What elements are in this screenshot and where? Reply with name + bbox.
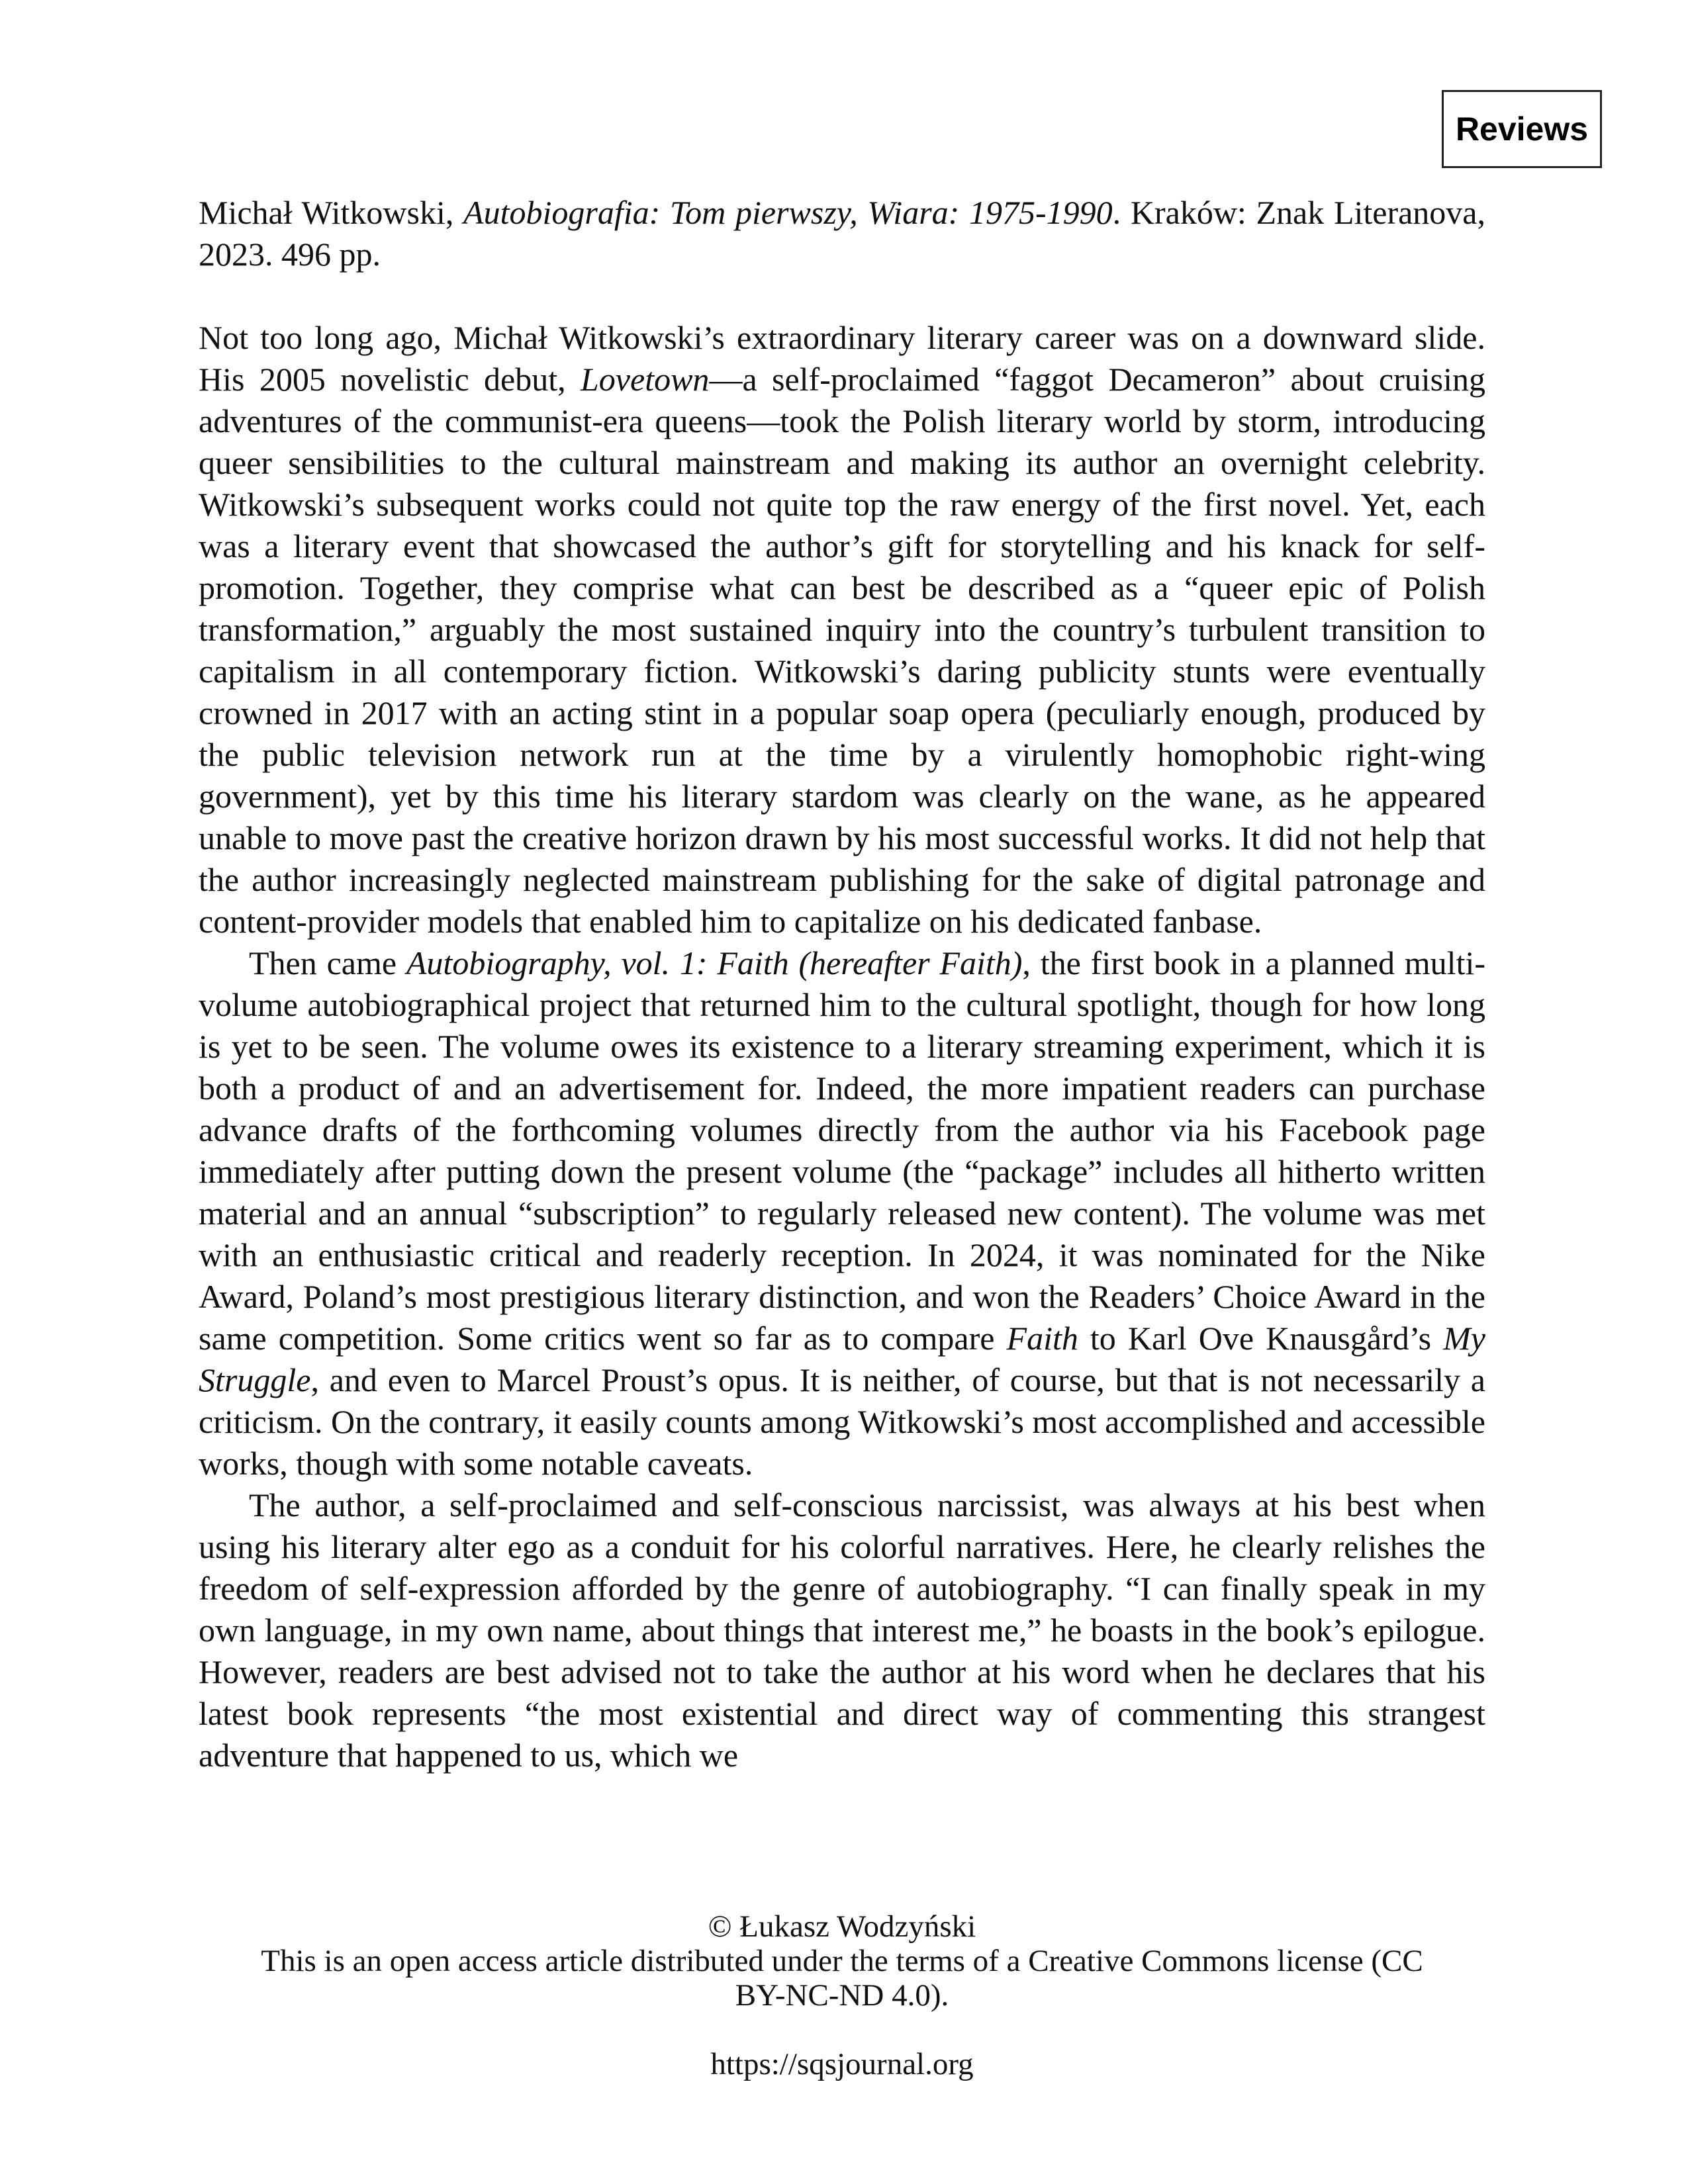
text-segment: , the first book in a planned multi-volume autobiographical project that returned him to the cultural spotlight, though for how long is yet to be seen. The volume owes its existence to a literary streaming experiment, which it is both a product of and an advertisement for. Indeed, the more impatient readers can purchase advance drafts of the forthcoming volumes directly from the author via his Facebook page immediately after putting down the present volume (the “package” includes all hitherto written material and an annual “subscription” to regularly released new content). The volume was met with an enthusiastic critical and readerly reception. In 2024, it was nominated for the Nike Award, Poland’s most prestigious literary distinction, and won the Readers’ Choice Award in the same competition. Some critics went so far as to compare [199, 944, 1486, 1357]
text-segment: —a self-proclaimed “faggot Decameron” about cruising adventures of the communist-era queens—took the Polish literary world by storm, introducing queer sensibilities to the cultural mainstream and making its author an overnight celebrity. Witkowski’s subsequent works could not quite top the raw energy of the first novel. Yet, each was a literary event that showcased the author’s gift for storytelling and his knack for self-promotion. Together, they comprise what can best be described as a “queer epic of Polish transformation,” arguably the most sustained inquiry into the country’s turbulent transition to capitalism in all contemporary fiction. Witkowski’s daring publicity stunts were eventually crowned in 2017 with an acting stint in a popular soap opera (peculiarly enough, produced by the public television network run at the time by a virulently homophobic right-wing government), yet by this time his literary stardom was clearly on the wane, as he appeared unable to move past the creative horizon drawn by his most successful works. It did not help that the author increasingly neglected mainstream publishing for the sake of digital patronage and content-provider models that enabled him to capitalize on his dedicated fanbase. [199, 361, 1486, 940]
text-segment: to Karl Ove Knausgård’s [1078, 1320, 1444, 1357]
paragraph-1 [199, 317, 1485, 942]
text-segment: , and even to Marcel Proust’s opus. It is neither, of course, but that is not necessarily a criticism. On the contrary, it easily counts among Witkowski’s most accomplished and accessible works, though with some notable caveats. [199, 1361, 1485, 1482]
citation-author: Michał Witkowski, [199, 194, 464, 231]
book-title-my-struggle: My Struggle [199, 1320, 1485, 1398]
book-citation [199, 192, 1485, 275]
text-segment: The author, a self-proclaimed and self-conscious narcissist, was always at his best when using his literary alter ego as a conduit for his colorful narratives. Here, he clearly relishes the freedom of self-expression afforded by the genre of autobiography. “I can finally speak in my own language, in my own name, about things that interest me,” he boasts in the book’s epilogue. However, readers are best advised not to take the author at his word when he declares that his latest book represents “the most existential and direct way of commenting this strangest adventure that happened to us, which we [199, 1486, 1485, 1774]
text-segment: Then came [249, 944, 406, 981]
copyright-notice: © Łukasz Wodzyński [708, 1909, 976, 1944]
citation-publication: . Kraków: Znak Literanova, 2023. 496 pp. [199, 194, 1485, 273]
license-line-1: This is an open access article distributed under the terms of a Creative Commons license (CC [261, 1944, 1423, 1978]
journal-url-link[interactable]: https://sqsjournal.org [710, 2047, 974, 2081]
section-label-badge [1442, 90, 1602, 168]
book-title-lovetown: Lovetown [581, 361, 710, 398]
text-segment: Not too long ago, Michał Witkowski’s extraordinary literary career was on a downward slide. His 2005 novelistic debut, [199, 319, 1485, 398]
license-line-2: BY-NC-ND 4.0). [735, 1978, 949, 2013]
citation-title: Autobiografia: Tom pierwszy, Wiara: 1975-1990 [463, 194, 1113, 231]
page-footer [199, 1909, 1485, 2081]
book-title-faith-full: Autobiography, vol. 1: Faith (hereafter Faith) [406, 944, 1023, 981]
paragraph-3 [199, 1484, 1485, 1776]
article-body [199, 192, 1485, 1776]
section-label: Reviews [1455, 111, 1589, 148]
book-title-faith: Faith [1006, 1320, 1078, 1357]
paragraph-2 [199, 942, 1485, 1484]
